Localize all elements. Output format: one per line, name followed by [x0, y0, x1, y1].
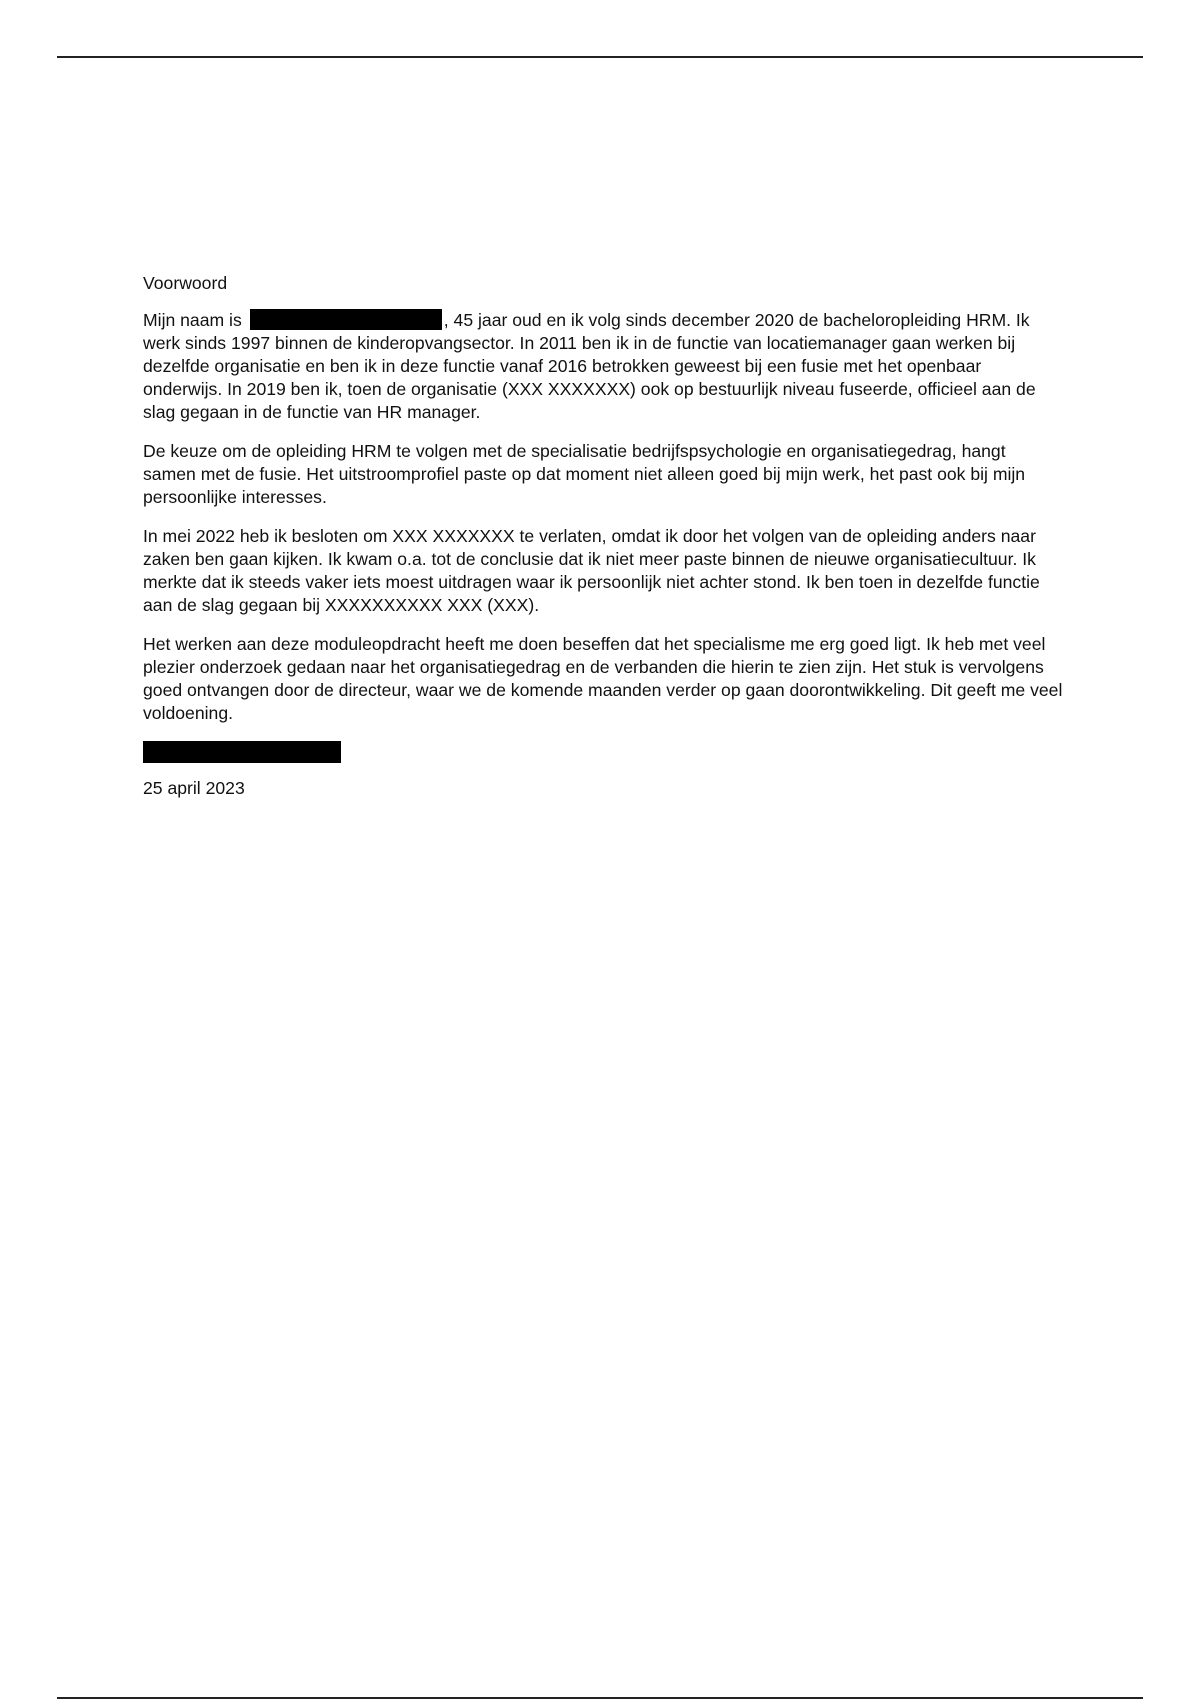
redacted-signature — [143, 741, 341, 763]
intro-lead-text: Mijn naam is — [143, 310, 242, 330]
paragraph-choice: De keuze om de opleiding HRM te volgen met de specialisatie bedrijfspsychologie en organisatiegedrag, hangt samen met de fusie. Het uitstroomprofiel paste op dat moment niet alleen goed bij mijn werk, het past ook bij mijn persoonlijke interesses. — [143, 441, 1026, 507]
document-body — [143, 272, 1063, 800]
paragraph-decision: In mei 2022 heb ik besloten om XXX XXXXXXX te verlaten, omdat ik door het volgen van de opleiding anders naar zaken ben gaan kijken. Ik kwam o.a. tot de conclusie dat ik niet meer paste binnen de nieuwe organisatiecultuur. Ik merkte dat ik steeds vaker iets moest uitdragen waar ik persoonlijk niet achter stond. Ik ben toen in dezelfde functie aan de slag gegaan bij XXXXXXXXXX XXX (XXX). — [143, 526, 1040, 615]
intro-rest-text: , 45 jaar oud en ik volg sinds december 2020 de bacheloropleiding HRM. Ik werk sinds 1997 binnen de kinderopvangsector. In 2011 ben ik in de functie van locatiemanager gaan werken bij dezelfde organisatie en ben ik in deze functie vanaf 2016 betrokken geweest bij een fusie met het openbaar onderwijs. In 2019 ben ik, toen de organisatie (XXX XXXXXXX) ook op bestuurlijk niveau fuseerde, officieel aan de slag gegaan in de functie van HR manager. — [143, 310, 1036, 422]
redacted-name — [250, 309, 442, 330]
header-rule — [57, 56, 1143, 58]
footer-rule — [57, 1697, 1143, 1699]
page-title: Voorwoord — [143, 273, 228, 293]
paragraph-reflection: Het werken aan deze moduleopdracht heeft me doen beseffen dat het specialisme me erg goed ligt. Ik heb met veel plezier onderzoek gedaan naar het organisatiegedrag en de verbanden die hierin te zien zijn. Het stuk is vervolgens goed ontvangen door de directeur, waar we de komende maanden verder op gaan doorontwikkeling. Dit geeft me veel voldoening. — [143, 634, 1063, 723]
document-date: 25 april 2023 — [143, 778, 245, 798]
paragraph-intro — [143, 309, 1063, 424]
